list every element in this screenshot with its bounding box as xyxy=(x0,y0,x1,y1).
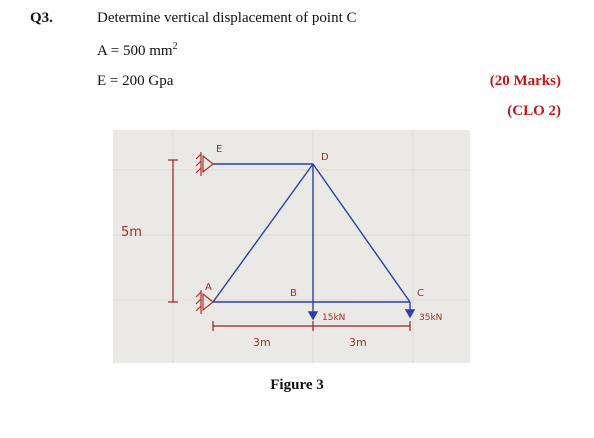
area-superscript: 2 xyxy=(172,41,178,52)
node-label-a: A xyxy=(205,282,212,293)
clo-label: (CLO 2) xyxy=(507,103,561,119)
span-right-label: 3m xyxy=(349,336,367,349)
truss-figure-photo xyxy=(113,130,470,363)
node-label-d: D xyxy=(321,152,329,163)
span-left-label: 3m xyxy=(253,336,271,349)
member-dc xyxy=(313,164,410,302)
support-a xyxy=(196,290,213,314)
height-label: 5m xyxy=(121,225,142,240)
load-label-c: 35kN xyxy=(419,313,443,323)
node-label-e: E xyxy=(216,144,223,155)
height-dimension xyxy=(168,160,178,302)
load-arrow-b xyxy=(309,302,317,319)
member-ad xyxy=(213,164,313,302)
question-number: Q3. xyxy=(30,10,53,26)
truss-members xyxy=(213,164,410,302)
node-label-c: C xyxy=(417,288,424,299)
truss-diagram xyxy=(113,130,470,363)
span-dimension xyxy=(213,321,410,331)
question-title: Determine vertical displacement of point C xyxy=(97,10,357,26)
load-label-b: 15kN xyxy=(322,313,346,323)
area-given xyxy=(97,43,178,60)
area-label: A = 500 mm xyxy=(97,43,173,59)
node-label-b: B xyxy=(290,288,297,299)
paper-grid xyxy=(113,130,470,363)
modulus-given: E = 200 Gpa xyxy=(97,73,174,89)
marks-label: (20 Marks) xyxy=(489,73,561,89)
figure-caption: Figure 3 xyxy=(270,377,324,393)
support-e xyxy=(196,152,213,176)
